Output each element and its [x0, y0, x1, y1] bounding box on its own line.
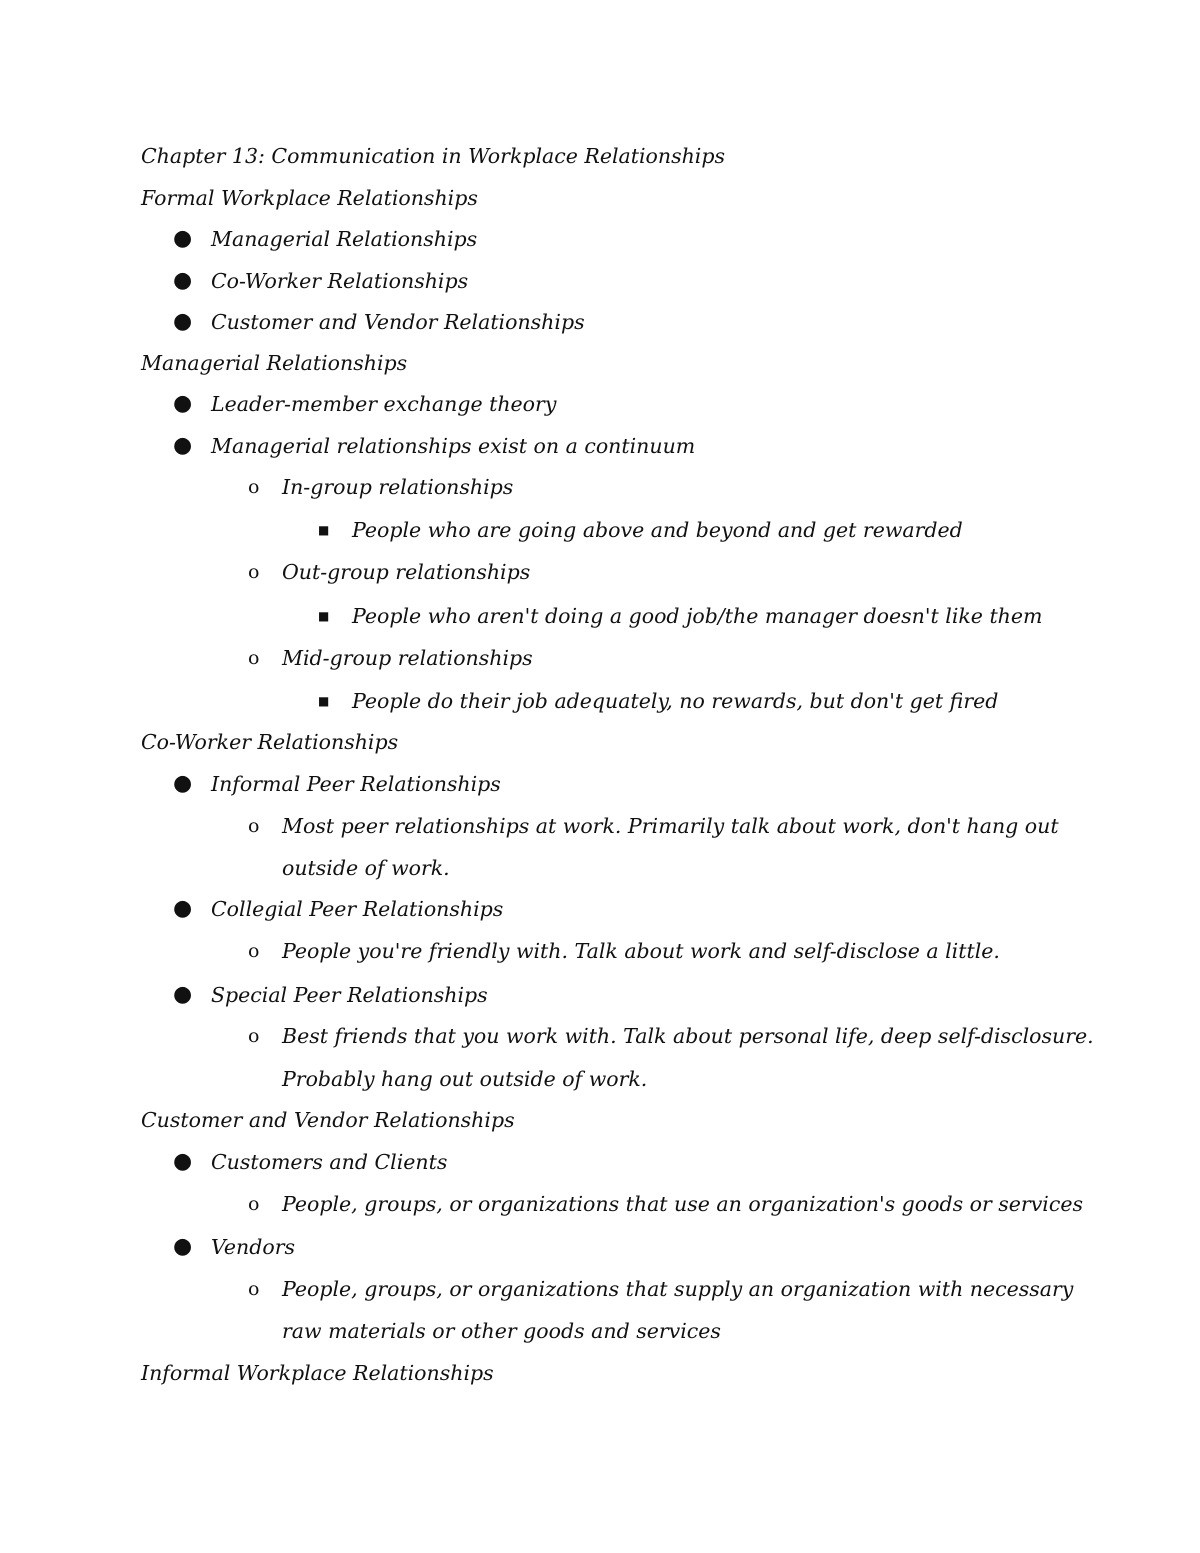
bullet-circle: o: [248, 815, 260, 837]
sub-list-item-continuation: outside of work.: [282, 856, 450, 880]
list-item: Vendors: [211, 1235, 296, 1259]
bullet-disc: ●: [173, 433, 193, 458]
list-item: Informal Peer Relationships: [211, 772, 501, 796]
list-item: Special Peer Relationships: [211, 983, 488, 1007]
sub-list-item: People you're friendly with. Talk about work and self-disclose a little.: [282, 939, 1000, 963]
sub-sub-list-item: People do their job adequately, no rewards, but don't get fired: [352, 689, 999, 713]
bullet-disc: ●: [173, 391, 193, 416]
bullet-circle: o: [248, 940, 260, 962]
bullet-circle: o: [248, 647, 260, 669]
sub-list-item: Best friends that you work with. Talk about personal life, deep self-disclosure.: [282, 1024, 1094, 1048]
sub-list-item: In-group relationships: [282, 475, 514, 499]
bullet-disc: ●: [173, 268, 193, 293]
sub-sub-list-item: People who are going above and beyond and get rewarded: [352, 518, 963, 542]
document-title: Chapter 13: Communication in Workplace Relationships: [141, 144, 726, 168]
sub-list-item: Mid-group relationships: [282, 646, 533, 670]
bullet-disc: ●: [173, 896, 193, 921]
sub-sub-list-item: People who aren't doing a good job/the manager doesn't like them: [352, 604, 1043, 628]
section-heading-coworker: Co-Worker Relationships: [141, 730, 399, 754]
bullet-disc: ●: [173, 1149, 193, 1174]
bullet-disc: ●: [173, 1234, 193, 1259]
list-item: Customer and Vendor Relationships: [211, 310, 585, 334]
sub-list-item: People, groups, or organizations that use an organization's goods or services: [282, 1192, 1083, 1216]
bullet-square: ■: [318, 523, 330, 537]
section-heading-formal: Formal Workplace Relationships: [141, 186, 478, 210]
bullet-disc: ●: [173, 309, 193, 334]
bullet-circle: o: [248, 1193, 260, 1215]
bullet-circle: o: [248, 1025, 260, 1047]
sub-list-item: Most peer relationships at work. Primarily talk about work, don't hang out: [282, 814, 1059, 838]
bullet-disc: ●: [173, 226, 193, 251]
sub-list-item-continuation: Probably hang out outside of work.: [282, 1067, 648, 1091]
bullet-circle: o: [248, 476, 260, 498]
bullet-square: ■: [318, 609, 330, 623]
list-item: Managerial relationships exist on a continuum: [211, 434, 696, 458]
list-item: Customers and Clients: [211, 1150, 448, 1174]
list-item: Managerial Relationships: [211, 227, 478, 251]
section-heading-customer: Customer and Vendor Relationships: [141, 1108, 515, 1132]
sub-list-item-continuation: raw materials or other goods and services: [282, 1319, 721, 1343]
bullet-circle: o: [248, 561, 260, 583]
section-heading-informal: Informal Workplace Relationships: [141, 1361, 494, 1385]
bullet-square: ■: [318, 694, 330, 708]
bullet-disc: ●: [173, 982, 193, 1007]
list-item: Co-Worker Relationships: [211, 269, 469, 293]
list-item: Leader-member exchange theory: [211, 392, 557, 416]
bullet-circle: o: [248, 1278, 260, 1300]
list-item: Collegial Peer Relationships: [211, 897, 504, 921]
bullet-disc: ●: [173, 771, 193, 796]
sub-list-item: Out-group relationships: [282, 560, 531, 584]
section-heading-managerial: Managerial Relationships: [141, 351, 408, 375]
sub-list-item: People, groups, or organizations that supply an organization with necessary: [282, 1277, 1074, 1301]
